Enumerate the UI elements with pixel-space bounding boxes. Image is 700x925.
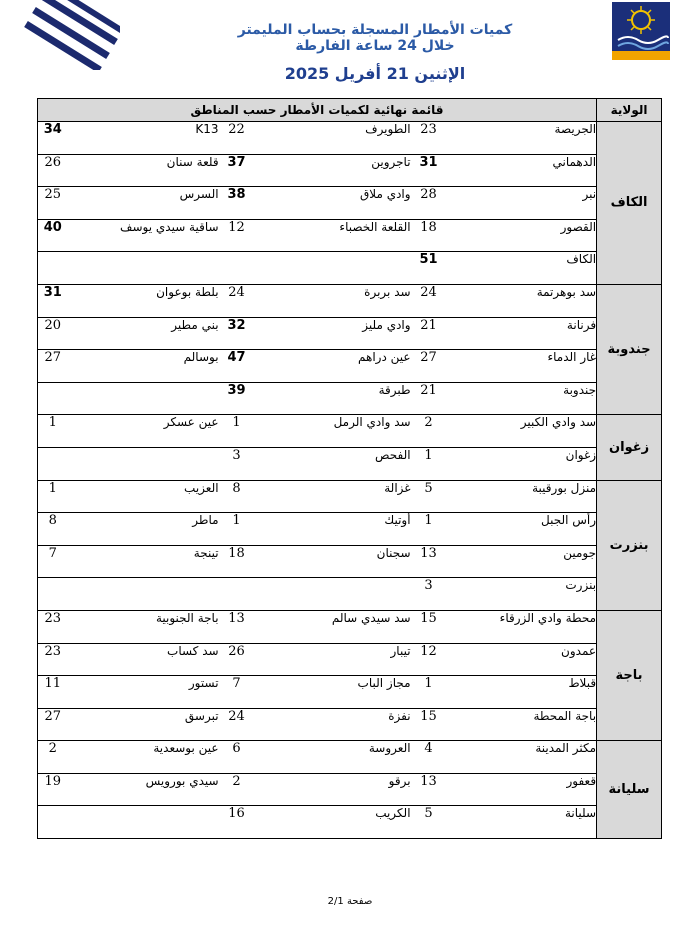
station-name: القصور [447,219,597,252]
rainfall-value: 34 [38,122,68,155]
region-name: زغوان [597,415,662,480]
rainfall-value: 2 [38,741,68,774]
rainfall-value: 11 [38,676,68,709]
rainfall-value [38,447,68,480]
rainfall-value: 13 [411,545,447,578]
table-body [38,122,662,839]
region-name: جندوبة [597,284,662,414]
station-name: نفزة [255,708,411,741]
rainfall-value: 31 [411,154,447,187]
station-name [68,252,219,285]
station-name: سد وادي الرمل [255,415,411,448]
station-name: ساقية سيدي يوسف [68,219,219,252]
station-name: بنزرت [447,578,597,611]
station-name: بوسالم [68,350,219,383]
rainfall-table [37,98,662,839]
rainfall-value: 47 [219,350,255,383]
report-title: كميات الأمطار المسجلة بحساب المليمتر [237,22,513,38]
station-name: عين بوسعدية [68,741,219,774]
rainfall-value: 15 [411,708,447,741]
rainfall-value: 24 [219,284,255,317]
rainfall-value: 5 [411,806,447,839]
station-name: K13 [68,122,219,155]
rainfall-value: 18 [219,545,255,578]
table-row [38,382,662,415]
rainfall-value: 24 [219,708,255,741]
station-name: مكثر المدينة [447,741,597,774]
rainfall-value: 5 [411,480,447,513]
rainfall-value: 31 [38,284,68,317]
station-name: جندوبة [447,382,597,415]
rainfall-value: 23 [411,122,447,155]
rainfall-value: 4 [411,741,447,774]
station-name: تستور [68,676,219,709]
table-row [38,122,662,155]
rainfall-value: 13 [411,773,447,806]
station-name: الطويرف [255,122,411,155]
station-name: بلطة بوعوان [68,284,219,317]
rainfall-value: 1 [38,480,68,513]
table-row [38,350,662,383]
rainfall-value: 8 [219,480,255,513]
rainfall-value: 23 [38,610,68,643]
station-name: سد بربرة [255,284,411,317]
table-row [38,154,662,187]
rainfall-value: 24 [411,284,447,317]
rainfall-value: 21 [411,382,447,415]
rainfall-value: 1 [219,513,255,546]
table-row [38,513,662,546]
table-row [38,545,662,578]
rainfall-value: 1 [411,447,447,480]
rainfall-value: 1 [411,513,447,546]
station-name: برقو [255,773,411,806]
station-name: جومين [447,545,597,578]
rainfall-value: 7 [38,545,68,578]
rainfall-value: 1 [38,415,68,448]
column-header-title: قائمة نهائية لكميات الأمطار حسب المناطق [38,99,597,122]
station-name: تاجروين [255,154,411,187]
station-name: قبلاط [447,676,597,709]
station-name: سد بوهرتمة [447,284,597,317]
rainfall-value: 32 [219,317,255,350]
station-name: سد وادي الكبير [447,415,597,448]
station-name [68,382,219,415]
station-name: سد كساب [68,643,219,676]
station-name: منزل بورقيبة [447,480,597,513]
rainfall-value: 39 [219,382,255,415]
station-name: الكاف [447,252,597,285]
station-name: بني مطير [68,317,219,350]
rainfall-value: 27 [411,350,447,383]
station-name: محطة وادي الزرقاء [447,610,597,643]
region-name: الكاف [597,122,662,285]
station-name: سيدي بورويس [68,773,219,806]
table-row [38,578,662,611]
table-row [38,806,662,839]
station-name [255,252,411,285]
rainfall-value: 28 [411,187,447,220]
station-name: طبرقة [255,382,411,415]
rainfall-value [219,578,255,611]
station-name: غزالة [255,480,411,513]
station-name: العزيب [68,480,219,513]
station-name [68,806,219,839]
rainfall-value: 16 [219,806,255,839]
table-row [38,773,662,806]
rainfall-value: 20 [38,317,68,350]
table-row [38,708,662,741]
station-name: باجة الجنوبية [68,610,219,643]
station-name: ماطر [68,513,219,546]
station-name [68,578,219,611]
table-row [38,480,662,513]
rainfall-value: 27 [38,708,68,741]
region-name: بنزرت [597,480,662,610]
station-name: فرنانة [447,317,597,350]
station-name: عين عسكر [68,415,219,448]
station-name: نبر [447,187,597,220]
table-row [38,447,662,480]
column-header-region: الولاية [597,99,662,122]
station-name: غار الدماء [447,350,597,383]
rainfall-value: 37 [219,154,255,187]
station-name: الدهماني [447,154,597,187]
station-name: أوتيك [255,513,411,546]
rainfall-value: 19 [38,773,68,806]
station-name: قلعة سنان [68,154,219,187]
rainfall-value: 12 [411,643,447,676]
station-name: السرس [68,187,219,220]
rainfall-value: 15 [411,610,447,643]
rainfall-value: 13 [219,610,255,643]
table-row [38,219,662,252]
table-row [38,317,662,350]
rainfall-value: 8 [38,513,68,546]
station-name: سليانة [447,806,597,839]
rainfall-value: 26 [38,154,68,187]
station-name [255,578,411,611]
rainfall-value: 21 [411,317,447,350]
rainfall-value: 40 [38,219,68,252]
rainfall-value: 22 [219,122,255,155]
rainfall-value: 18 [411,219,447,252]
table-row [38,610,662,643]
report-subtitle: خلال 24 ساعة الفارطة [295,38,455,54]
rainfall-value: 23 [38,643,68,676]
table-row [38,252,662,285]
station-name: باجة المحطة [447,708,597,741]
rainfall-value [38,578,68,611]
station-name: تبرسق [68,708,219,741]
decorative-stripes [20,0,120,70]
table-row [38,741,662,774]
rainfall-value: 12 [219,219,255,252]
station-name: رأس الجبل [447,513,597,546]
table-row [38,284,662,317]
rainfall-value: 51 [411,252,447,285]
rainfall-value: 3 [219,447,255,480]
rainfall-value: 26 [219,643,255,676]
station-name: الفحص [255,447,411,480]
station-name: سد سيدي سالم [255,610,411,643]
table-row [38,187,662,220]
region-name: باجة [597,610,662,740]
rainfall-value [219,252,255,285]
rainfall-value: 6 [219,741,255,774]
station-name: سجنان [255,545,411,578]
table-row [38,643,662,676]
rainfall-value: 38 [219,187,255,220]
station-name: زغوان [447,447,597,480]
station-name: القلعة الخصباء [255,219,411,252]
station-name: تيبار [255,643,411,676]
station-name: قعفور [447,773,597,806]
rainfall-value [38,252,68,285]
rainfall-value: 7 [219,676,255,709]
station-name: عين دراهم [255,350,411,383]
rainfall-value: 1 [219,415,255,448]
rainfall-value [38,806,68,839]
rainfall-value: 27 [38,350,68,383]
station-name: مجاز الباب [255,676,411,709]
rainfall-value: 1 [411,676,447,709]
station-name: الجريصة [447,122,597,155]
inm-logo [612,2,670,60]
region-name: سليانة [597,741,662,839]
report-date: الإثنين 21 أفريل 2025 [284,64,466,83]
rainfall-value [38,382,68,415]
rainfall-value: 2 [411,415,447,448]
station-name: وادي ملاق [255,187,411,220]
table-row [38,415,662,448]
station-name: وادي مليز [255,317,411,350]
station-name: عمدون [447,643,597,676]
page-number: صفحة 2/1 [327,896,373,907]
rainfall-value: 3 [411,578,447,611]
table-row [38,676,662,709]
station-name: تينجة [68,545,219,578]
station-name: الكريب [255,806,411,839]
station-name [68,447,219,480]
rainfall-value: 2 [219,773,255,806]
station-name: العروسة [255,741,411,774]
rainfall-value: 25 [38,187,68,220]
